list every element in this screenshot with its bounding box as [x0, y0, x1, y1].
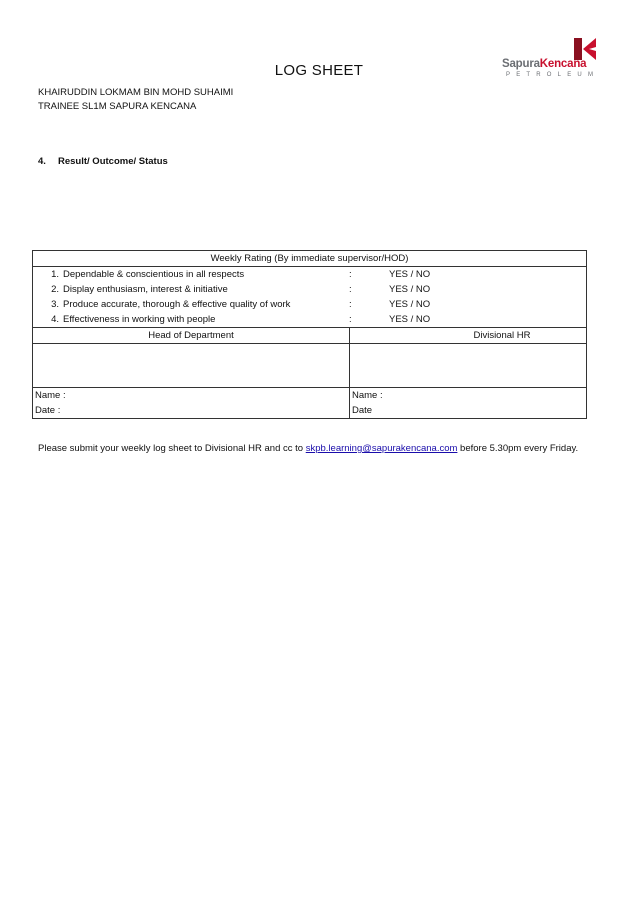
rating-choice[interactable]: YES / NO [389, 314, 431, 325]
rating-choice[interactable]: YES / NO [389, 284, 431, 295]
page-title: LOG SHEET [274, 62, 364, 79]
section-number: 4. [38, 156, 46, 167]
submission-instructions: Please submit your weekly log sheet to Divisional HR and cc to skpb.learning@sapurakencana.com before 5.30pm every Friday. [38, 443, 579, 454]
section-heading [38, 156, 168, 167]
logo-wordmark: SapuraKencana [502, 58, 587, 70]
hod-date-label: Date : [35, 405, 61, 416]
hr-name-date-cell [350, 388, 587, 419]
company-logo [502, 38, 612, 82]
rating-item: 3. Produce accurate, thorough & effective quality of work : YES / NO [33, 297, 586, 312]
hod-name-date-cell [33, 388, 350, 419]
rating-item: 4. Effectiveness in working with people : YES / NO [33, 312, 586, 327]
hr-date-label: Date [352, 405, 373, 416]
rating-choice[interactable]: YES / NO [389, 269, 431, 280]
logo-subtitle: PETROLEUM [506, 72, 600, 78]
weekly-rating-table [32, 250, 587, 419]
trainee-role: TRAINEE SL1M SAPURA KENCANA [38, 101, 197, 112]
hod-name-label: Name : [35, 390, 66, 401]
rating-items [33, 267, 587, 328]
hod-column-header: Head of Department [33, 328, 350, 344]
hr-column-header: Divisional HR [350, 328, 587, 344]
hod-signature-box[interactable] [33, 344, 350, 388]
trainee-name: KHAIRUDDIN LOKMAM BIN MOHD SUHAIMI [38, 87, 234, 98]
email-link[interactable]: skpb.learning@sapurakencana.com [305, 443, 458, 454]
rating-item: 2. Display enthusiasm, interest & initiative : YES / NO [33, 282, 586, 297]
rating-table-header: Weekly Rating (By immediate supervisor/HOD) [33, 251, 587, 267]
sapura-kencana-logo-icon [574, 38, 596, 60]
hr-signature-box[interactable] [350, 344, 587, 388]
rating-item: 1. Dependable & conscientious in all respects : YES / NO [33, 267, 586, 282]
hr-name-label: Name : [352, 390, 383, 401]
rating-choice[interactable]: YES / NO [389, 299, 431, 310]
section-label: Result/ Outcome/ Status [58, 156, 168, 167]
